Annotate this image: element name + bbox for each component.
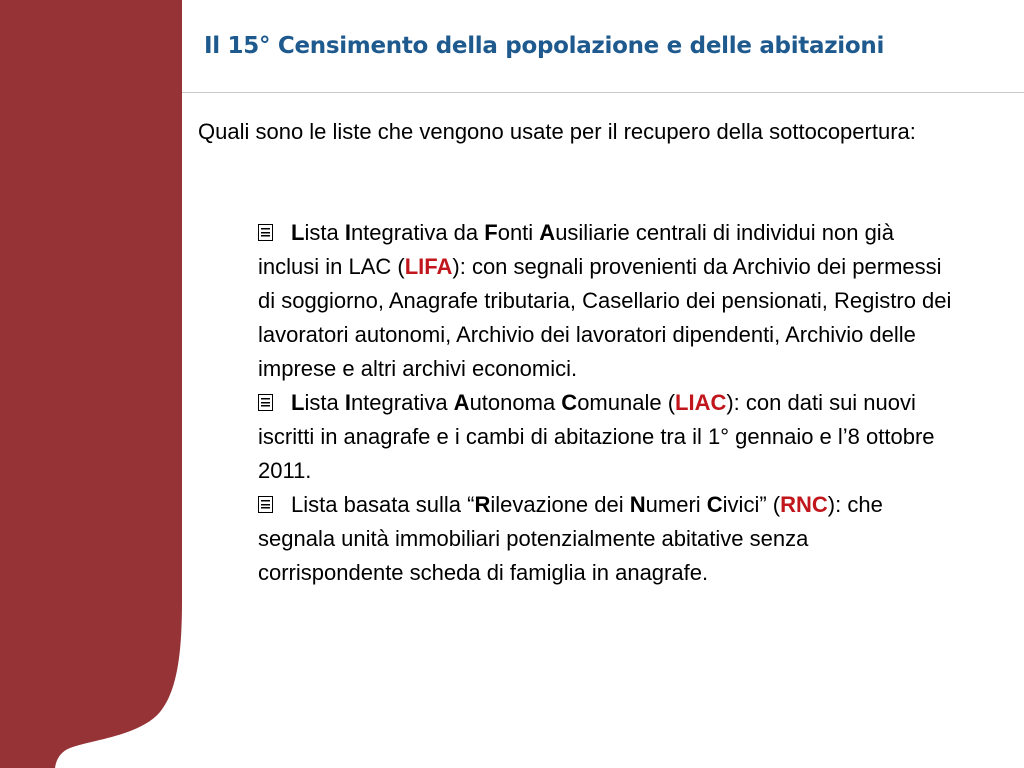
acronym-rnc: RNC bbox=[780, 492, 828, 517]
initial-letter: L bbox=[291, 390, 305, 415]
band-shape bbox=[0, 0, 182, 768]
acronym-lifa: LIFA bbox=[404, 254, 453, 279]
text-segment: ntegrativa da bbox=[350, 220, 485, 245]
initial-letter: A bbox=[539, 220, 556, 245]
text-segment: ntegrativa bbox=[350, 390, 454, 415]
intro-text: Quali sono le liste che vengono usate per il recupero della sottocopertura: bbox=[198, 119, 916, 144]
text-segment: ): con dati sui nuovi iscritti in anagrafe e i cambi di abitazione tra il 1° gennaio e l’8 ottobre 2011. bbox=[258, 390, 935, 483]
initial-letter: C bbox=[706, 492, 723, 517]
document-lines-icon bbox=[258, 224, 273, 241]
text-segment: ): che segnala unità immobiliari potenzialmente abitative senza corrispondente scheda di famiglia in anagrafe. bbox=[258, 492, 883, 585]
document-lines-icon bbox=[258, 496, 273, 513]
initial-letter: I bbox=[344, 390, 351, 415]
initial-letter: I bbox=[344, 220, 351, 245]
initial-letter: N bbox=[629, 492, 646, 517]
document-lines-icon bbox=[258, 394, 273, 411]
list-item-lifa bbox=[258, 216, 958, 386]
text-segment: ista bbox=[304, 390, 345, 415]
list-item-rnc bbox=[258, 488, 958, 590]
acronym-liac: LIAC bbox=[675, 390, 727, 415]
lists-bullet-list bbox=[258, 216, 958, 590]
text-segment: ): con segnali provenienti da Archivio dei permessi di soggiorno, Anagrafe tributaria, Casellario dei pensionati, Registro dei lavoratori autonomi, Archivio dei lavoratori dipendenti, Archivio delle imprese e altri archivi economici. bbox=[258, 254, 952, 381]
initial-letter: L bbox=[291, 220, 305, 245]
text-segment: umeri bbox=[645, 492, 707, 517]
left-decorative-band bbox=[0, 0, 190, 768]
text-segment: Lista basata sulla “ bbox=[291, 492, 475, 517]
text-segment: utonoma bbox=[469, 390, 562, 415]
text-segment: ivici” ( bbox=[722, 492, 781, 517]
initial-letter: R bbox=[474, 492, 491, 517]
header-divider bbox=[182, 92, 1024, 93]
text-segment: usiliarie centrali di individui non già inclusi in LAC ( bbox=[258, 220, 894, 279]
list-item-liac bbox=[258, 386, 958, 488]
slide-title: Il 15° Censimento della popolazione e delle abitazioni bbox=[204, 33, 885, 59]
text-segment: ista bbox=[304, 220, 345, 245]
initial-letter: C bbox=[561, 390, 578, 415]
initial-letter: A bbox=[453, 390, 470, 415]
text-segment: onti bbox=[497, 220, 540, 245]
text-segment: omunale ( bbox=[577, 390, 676, 415]
text-segment: ilevazione dei bbox=[490, 492, 630, 517]
initial-letter: F bbox=[484, 220, 498, 245]
